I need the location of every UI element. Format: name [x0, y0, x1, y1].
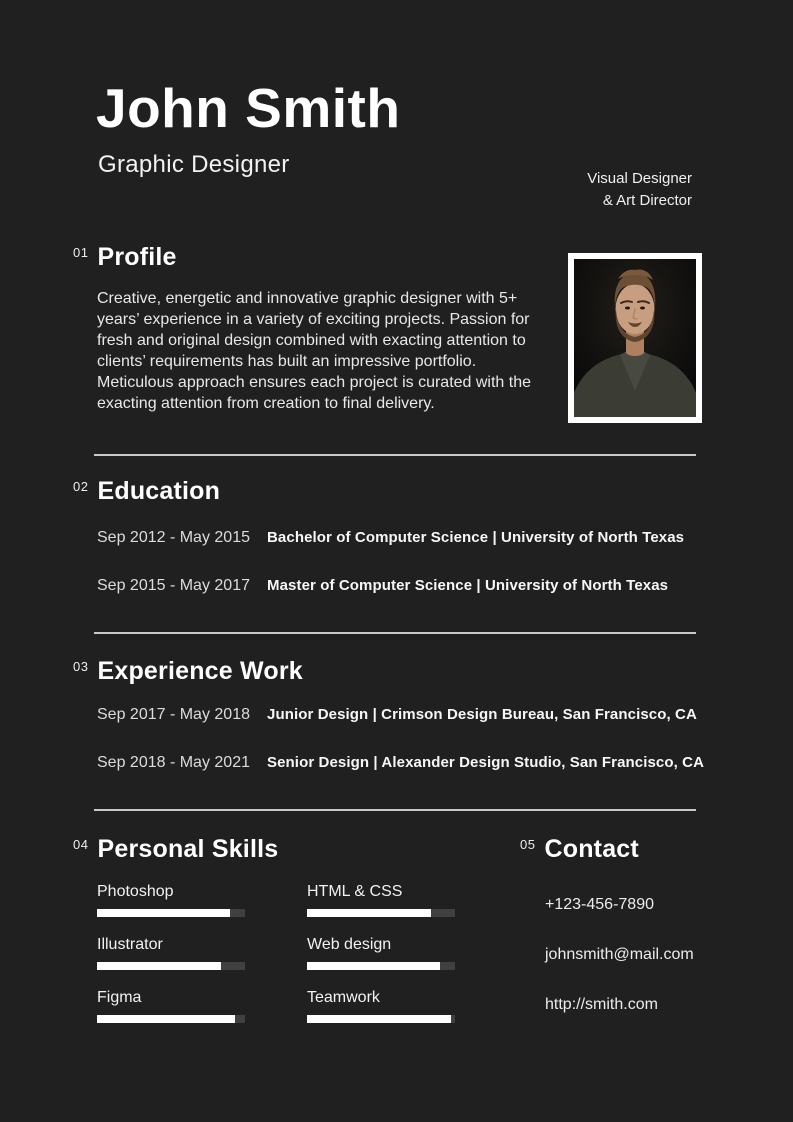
contact-website: http://smith.com [545, 996, 658, 1013]
section-divider [94, 454, 696, 456]
section-number: 01 [73, 245, 89, 260]
skill-item [97, 936, 245, 970]
education-row [97, 577, 684, 595]
section-heading-experience [73, 657, 303, 686]
experience-row [97, 754, 704, 772]
skill-bar [97, 1015, 245, 1023]
skill-bar [307, 962, 455, 970]
section-heading-contact [520, 835, 639, 864]
profile-paragraph: Creative, energetic and innovative graphic designer with 5+ years’ experience in a variety of exciting projects. Passion for fresh and original design combined with exacting attention to clients’ requirements has built an impressive portfolio. Meticulous approach ensures each project is curated with the exacting attention from creation to final delivery. [97, 290, 532, 412]
section-number: 04 [73, 837, 89, 852]
position-title: Junior Design | Crimson Design Bureau, San Francisco, CA [267, 706, 697, 723]
degree-title: Master of Computer Science | University of North Texas [267, 577, 669, 594]
skill-bar [307, 909, 455, 917]
degree-title: Bachelor of Computer Science | University of North Texas [267, 529, 685, 546]
skill-bar-fill [307, 909, 431, 917]
position-title: Senior Design | Alexander Design Studio, San Francisco, CA [267, 754, 705, 771]
skill-label: Teamwork [307, 989, 380, 1006]
tagline [587, 168, 692, 211]
section-divider [94, 632, 696, 634]
education-row [97, 529, 684, 547]
education-list [97, 529, 684, 625]
contact-phone: +123-456-7890 [545, 896, 654, 913]
skill-label: HTML & CSS [307, 883, 403, 900]
section-title: Education [97, 477, 221, 505]
skills-grid [97, 883, 455, 1023]
date-range: Sep 2012 - May 2015 [97, 529, 250, 546]
portrait-photo [568, 253, 702, 423]
skill-item [97, 989, 245, 1023]
section-heading-profile [73, 243, 177, 272]
section-title: Contact [544, 835, 639, 863]
skill-bar-fill [307, 1015, 451, 1023]
section-title: Personal Skills [97, 835, 279, 863]
role-subtitle: Graphic Designer [98, 151, 290, 178]
skill-label: Photoshop [97, 883, 174, 900]
skill-bar [307, 1015, 455, 1023]
tagline-line-1: Visual Designer [587, 170, 692, 187]
section-number: 05 [520, 837, 536, 852]
skill-item [307, 989, 455, 1023]
contact-email: johnsmith@mail.com [545, 946, 694, 963]
skill-item [307, 936, 455, 970]
tagline-line-2: & Art Director [602, 191, 692, 209]
page-title: John Smith [96, 77, 401, 139]
section-heading-education [73, 477, 220, 506]
section-number: 03 [73, 659, 89, 674]
section-heading-skills [73, 835, 278, 864]
skill-bar [97, 909, 245, 917]
contact-list [545, 896, 694, 1046]
skill-bar-fill [307, 962, 440, 970]
date-range: Sep 2015 - May 2017 [97, 577, 250, 594]
section-divider [94, 809, 696, 811]
skill-item [307, 883, 455, 917]
skill-bar-fill [97, 962, 221, 970]
section-title: Profile [97, 243, 177, 271]
date-range: Sep 2017 - May 2018 [97, 706, 250, 723]
skill-bar-fill [97, 909, 230, 917]
experience-row [97, 706, 704, 724]
section-number: 02 [73, 479, 89, 494]
skill-bar [97, 962, 245, 970]
skill-item [97, 883, 245, 917]
experience-list [97, 706, 704, 802]
section-title: Experience Work [97, 657, 303, 685]
skill-bar-fill [97, 1015, 235, 1023]
date-range: Sep 2018 - May 2021 [97, 754, 250, 771]
skill-label: Illustrator [97, 936, 163, 953]
skill-label: Web design [307, 936, 392, 953]
skill-label: Figma [97, 989, 142, 1006]
portrait-illustration [574, 259, 696, 417]
